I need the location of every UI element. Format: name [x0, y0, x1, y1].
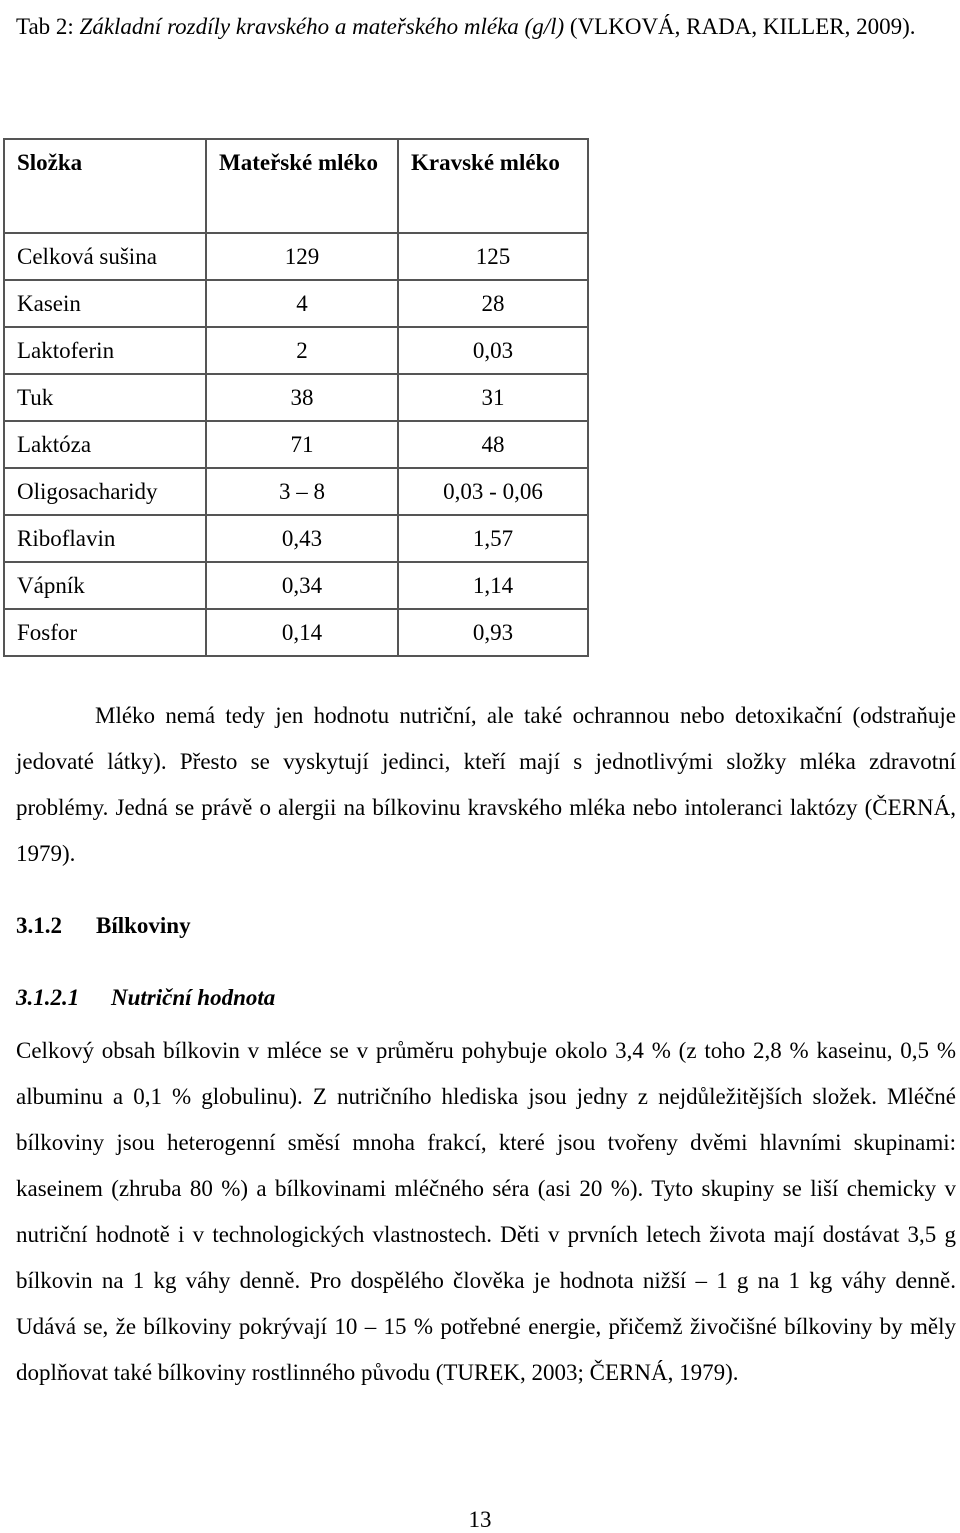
cell-component: Riboflavin — [4, 515, 206, 562]
cell-breast-milk: 2 — [206, 327, 398, 374]
cell-cow-milk: 28 — [398, 280, 588, 327]
cell-component: Tuk — [4, 374, 206, 421]
cell-component: Celková sušina — [4, 233, 206, 280]
cell-breast-milk: 71 — [206, 421, 398, 468]
paragraph-protein-content: Celkový obsah bílkovin v mléce se v průměru pohybuje okolo 3,4 % (z toho 2,8 % kaseinu, 0,5 % albuminu a 0,1 % globulinu). Z nutričního hlediska jsou jedny z nejdůležitějších složek. Mléčné bílkoviny jsou heterogenní směsí mnoha frakcí, které jsou tvořeny dvěmi hlavními skupinami: kaseinem (zhruba 80 %) a bílkovinami mléčného séra (asi 20 %). Tyto skupiny se liší chemicky v nutriční hodnotě i v technologických vlastnostech. Děti v prvních letech života mají dostávat 3,5 g bílkovin na 1 kg váhy denně. Pro dospělého člověka je hodnota nižší – 1 g na 1 kg váhy denně. Udává se, že bílkoviny pokrývají 10 – 15 % potřebné energie, přičemž živočišné bílkoviny by měly doplňovat také bílkoviny rostlinného původu (TUREK, 2003; ČERNÁ, 1979). — [16, 1038, 956, 1385]
cell-cow-milk: 1,14 — [398, 562, 588, 609]
milk-comparison-table — [3, 138, 589, 657]
header-component: Složka — [4, 139, 206, 233]
section-title: Bílkoviny — [96, 913, 191, 938]
cell-breast-milk: 129 — [206, 233, 398, 280]
caption-title: Základní rozdíly kravského a mateřského mléka (g/l) — [79, 14, 565, 39]
cell-component: Kasein — [4, 280, 206, 327]
cell-cow-milk: 0,93 — [398, 609, 588, 656]
table-row — [4, 374, 588, 421]
table-row — [4, 515, 588, 562]
subsection-heading — [16, 985, 275, 1011]
cell-breast-milk: 4 — [206, 280, 398, 327]
table-row — [4, 280, 588, 327]
cell-breast-milk: 38 — [206, 374, 398, 421]
cell-breast-milk: 0,14 — [206, 609, 398, 656]
cell-breast-milk: 0,43 — [206, 515, 398, 562]
table-row — [4, 421, 588, 468]
section-number: 3.1.2 — [16, 913, 62, 938]
table-row — [4, 609, 588, 656]
cell-cow-milk: 1,57 — [398, 515, 588, 562]
caption-source: (VLKOVÁ, RADA, KILLER, 2009). — [564, 14, 916, 39]
caption-prefix: Tab 2: — [16, 14, 80, 39]
page-number: 13 — [468, 1507, 492, 1532]
cell-cow-milk: 125 — [398, 233, 588, 280]
table-row — [4, 327, 588, 374]
cell-component: Vápník — [4, 562, 206, 609]
cell-component: Fosfor — [4, 609, 206, 656]
table-row — [4, 233, 588, 280]
cell-breast-milk: 0,34 — [206, 562, 398, 609]
table-row — [4, 468, 588, 515]
paragraph-milk-protection — [16, 693, 956, 877]
header-cow-milk: Kravské mléko — [398, 139, 588, 233]
cell-component: Laktóza — [4, 421, 206, 468]
subsection-title: Nutriční hodnota — [111, 985, 276, 1010]
cell-cow-milk: 31 — [398, 374, 588, 421]
section-heading — [16, 913, 191, 939]
subsection-number: 3.1.2.1 — [16, 985, 80, 1010]
table-header-row — [4, 139, 588, 233]
cell-cow-milk: 0,03 — [398, 327, 588, 374]
cell-breast-milk: 3 – 8 — [206, 468, 398, 515]
cell-cow-milk: 0,03 - 0,06 — [398, 468, 588, 515]
cell-component: Oligosacharidy — [4, 468, 206, 515]
header-breast-milk: Mateřské mléko — [206, 139, 398, 233]
paragraph-milk-protection-text: Mléko nemá tedy jen hodnotu nutriční, ale také ochrannou nebo detoxikační (odstraňuje jedovaté látky). Přesto se vyskytují jedinci, kteří mají s jednotlivými složky mléka zdravotní problémy. Jedná se právě o alergii na bílkovinu kravského mléka nebo intoleranci laktózy (ČERNÁ, 1979). — [16, 703, 956, 866]
table-row — [4, 562, 588, 609]
cell-cow-milk: 48 — [398, 421, 588, 468]
cell-component: Laktoferin — [4, 327, 206, 374]
table-caption — [16, 4, 946, 49]
